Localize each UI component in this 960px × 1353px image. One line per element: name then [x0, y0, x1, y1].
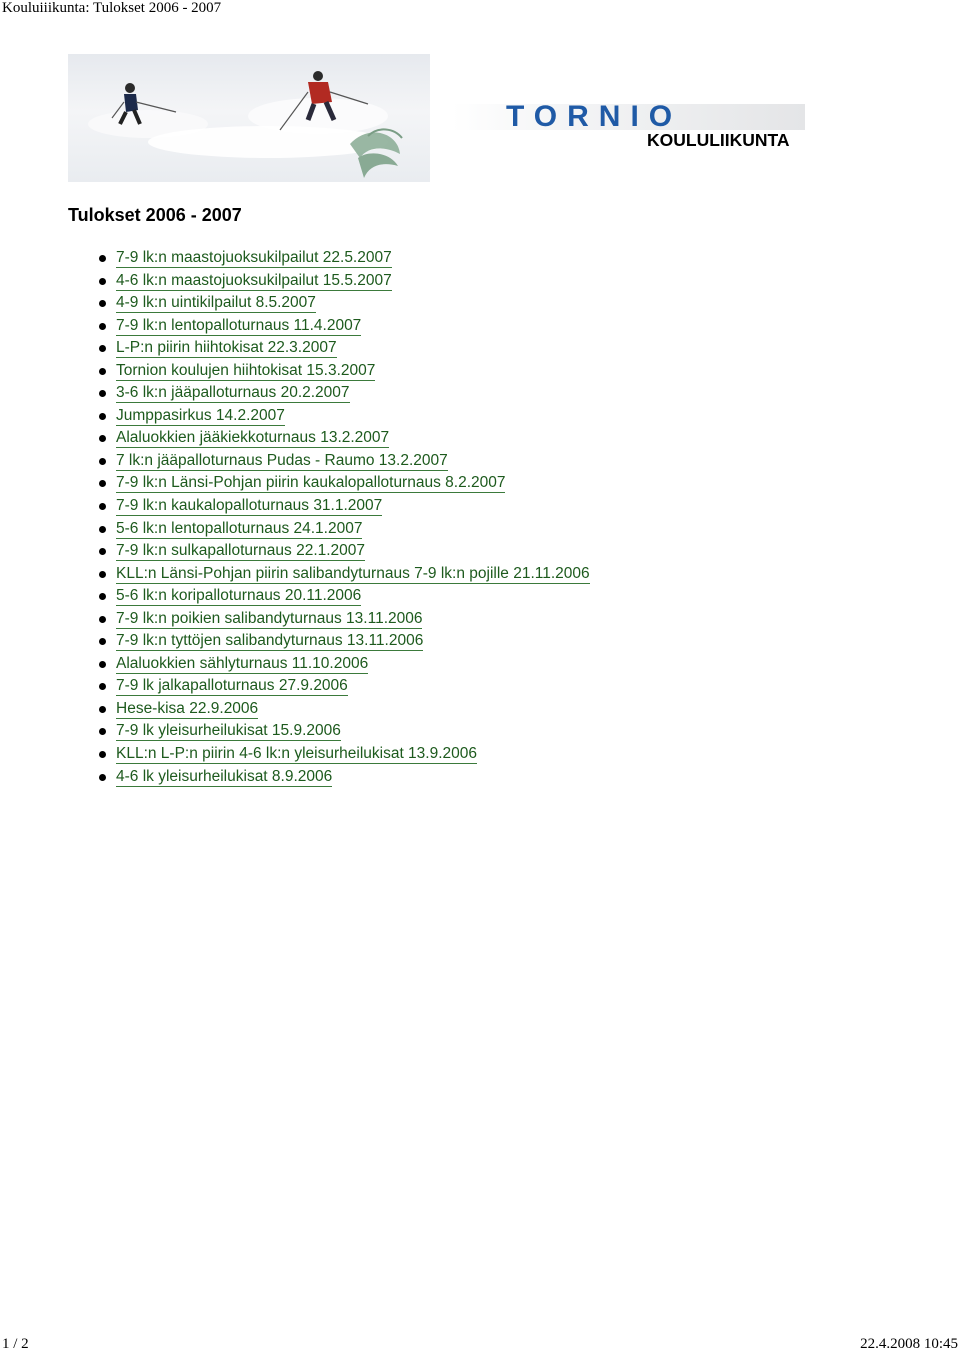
result-link[interactable]: 4-9 lk:n uintikilpailut 8.5.2007	[116, 294, 316, 312]
list-item	[98, 496, 590, 519]
result-link[interactable]: KLL:n L-P:n piirin 4-6 lk:n yleisurheilukisat 13.9.2006	[116, 745, 478, 763]
print-footer-page: 1 / 2	[2, 1336, 29, 1352]
result-link[interactable]: Jumppasirkus 14.2.2007	[116, 406, 285, 424]
result-link[interactable]: Hese-kisa 22.9.2006	[116, 699, 259, 717]
page-title: Tulokset 2006 - 2007	[68, 205, 242, 225]
bullet-icon	[99, 345, 106, 352]
bullet-icon	[99, 435, 106, 442]
list-item	[98, 361, 590, 384]
result-link[interactable]: 5-6 lk:n koripalloturnaus 20.11.2006	[116, 587, 362, 605]
bullet-icon	[99, 593, 106, 600]
result-link[interactable]: 4-6 lk:n maastojuoksukilpailut 15.5.2007	[116, 271, 392, 289]
bullet-icon	[99, 458, 106, 465]
bullet-icon	[99, 480, 106, 487]
list-item	[98, 271, 590, 294]
result-link[interactable]: 3-6 lk:n jääpalloturnaus 20.2.2007	[116, 384, 350, 402]
result-link[interactable]: 7-9 lk:n poikien salibandyturnaus 13.11.2006	[116, 609, 423, 627]
list-item	[98, 383, 590, 406]
bullet-icon	[99, 774, 106, 781]
bullet-icon	[99, 390, 106, 397]
list-item	[98, 654, 590, 677]
list-item	[98, 744, 590, 767]
list-item	[98, 316, 590, 339]
section-label: KOULULIIKUNTA	[647, 130, 790, 150]
list-item	[98, 541, 590, 564]
result-link[interactable]: 7-9 lk:n tyttöjen salibandyturnaus 13.11.2006	[116, 632, 424, 650]
list-item	[98, 338, 590, 361]
bullet-icon	[99, 751, 106, 758]
result-link[interactable]: 5-6 lk:n lentopalloturnaus 24.1.2007	[116, 519, 363, 537]
result-link[interactable]: 7 lk:n jääpalloturnaus Pudas - Raumo 13.2.2007	[116, 451, 448, 469]
result-link[interactable]: 7-9 lk yleisurheilukisat 15.9.2006	[116, 722, 341, 740]
tornio-logo: TORNIO	[506, 100, 683, 133]
list-item	[98, 564, 590, 587]
bullet-icon	[99, 571, 106, 578]
result-link[interactable]: L-P:n piirin hiihtokisat 22.3.2007	[116, 339, 337, 357]
list-item	[98, 631, 590, 654]
bullet-icon	[99, 638, 106, 645]
list-item	[98, 519, 590, 542]
bullet-icon	[99, 368, 106, 375]
bullet-icon	[99, 300, 106, 307]
bullet-icon	[99, 323, 106, 330]
list-item	[98, 676, 590, 699]
results-list	[98, 248, 590, 789]
result-link[interactable]: KLL:n Länsi-Pohjan piirin salibandyturnaus 7-9 lk:n pojille 21.11.2006	[116, 564, 590, 582]
list-item	[98, 721, 590, 744]
result-link[interactable]: Alaluokkien sählyturnaus 11.10.2006	[116, 654, 369, 672]
result-link[interactable]: 7-9 lk:n lentopalloturnaus 11.4.2007	[116, 316, 362, 334]
bullet-icon	[99, 706, 106, 713]
skiers-illustration	[68, 54, 430, 182]
list-item	[98, 586, 590, 609]
list-item	[98, 248, 590, 271]
bullet-icon	[99, 661, 106, 668]
list-item	[98, 451, 590, 474]
result-link[interactable]: 7-9 lk:n Länsi-Pohjan piirin kaukalopalloturnaus 8.2.2007	[116, 474, 506, 492]
list-item	[98, 609, 590, 632]
result-link[interactable]: Alaluokkien jääkiekkoturnaus 13.2.2007	[116, 429, 390, 447]
list-item	[98, 473, 590, 496]
bullet-icon	[99, 548, 106, 555]
bullet-icon	[99, 278, 106, 285]
result-link[interactable]: 7-9 lk jalkapalloturnaus 27.9.2006	[116, 677, 348, 695]
bullet-icon	[99, 683, 106, 690]
result-link[interactable]: 7-9 lk:n kaukalopalloturnaus 31.1.2007	[116, 497, 383, 515]
banner-skiing-photo	[68, 54, 430, 182]
bullet-icon	[99, 413, 106, 420]
list-item	[98, 699, 590, 722]
bullet-icon	[99, 255, 106, 262]
result-link[interactable]: 4-6 lk yleisurheilukisat 8.9.2006	[116, 767, 333, 785]
result-link[interactable]: 7-9 lk:n maastojuoksukilpailut 22.5.2007	[116, 249, 392, 266]
bullet-icon	[99, 503, 106, 510]
print-footer-datetime: 22.4.2008 10:45	[860, 1336, 958, 1352]
list-item	[98, 767, 590, 790]
bullet-icon	[99, 526, 106, 533]
bullet-icon	[99, 728, 106, 735]
result-link[interactable]: Tornion koulujen hiihtokisat 15.3.2007	[116, 361, 376, 379]
print-header-title: Kouluiiikunta: Tulokset 2006 - 2007	[2, 0, 222, 16]
list-item	[98, 428, 590, 451]
result-link[interactable]: 7-9 lk:n sulkapalloturnaus 22.1.2007	[116, 542, 366, 560]
list-item	[98, 293, 590, 316]
bullet-icon	[99, 616, 106, 623]
list-item	[98, 406, 590, 429]
